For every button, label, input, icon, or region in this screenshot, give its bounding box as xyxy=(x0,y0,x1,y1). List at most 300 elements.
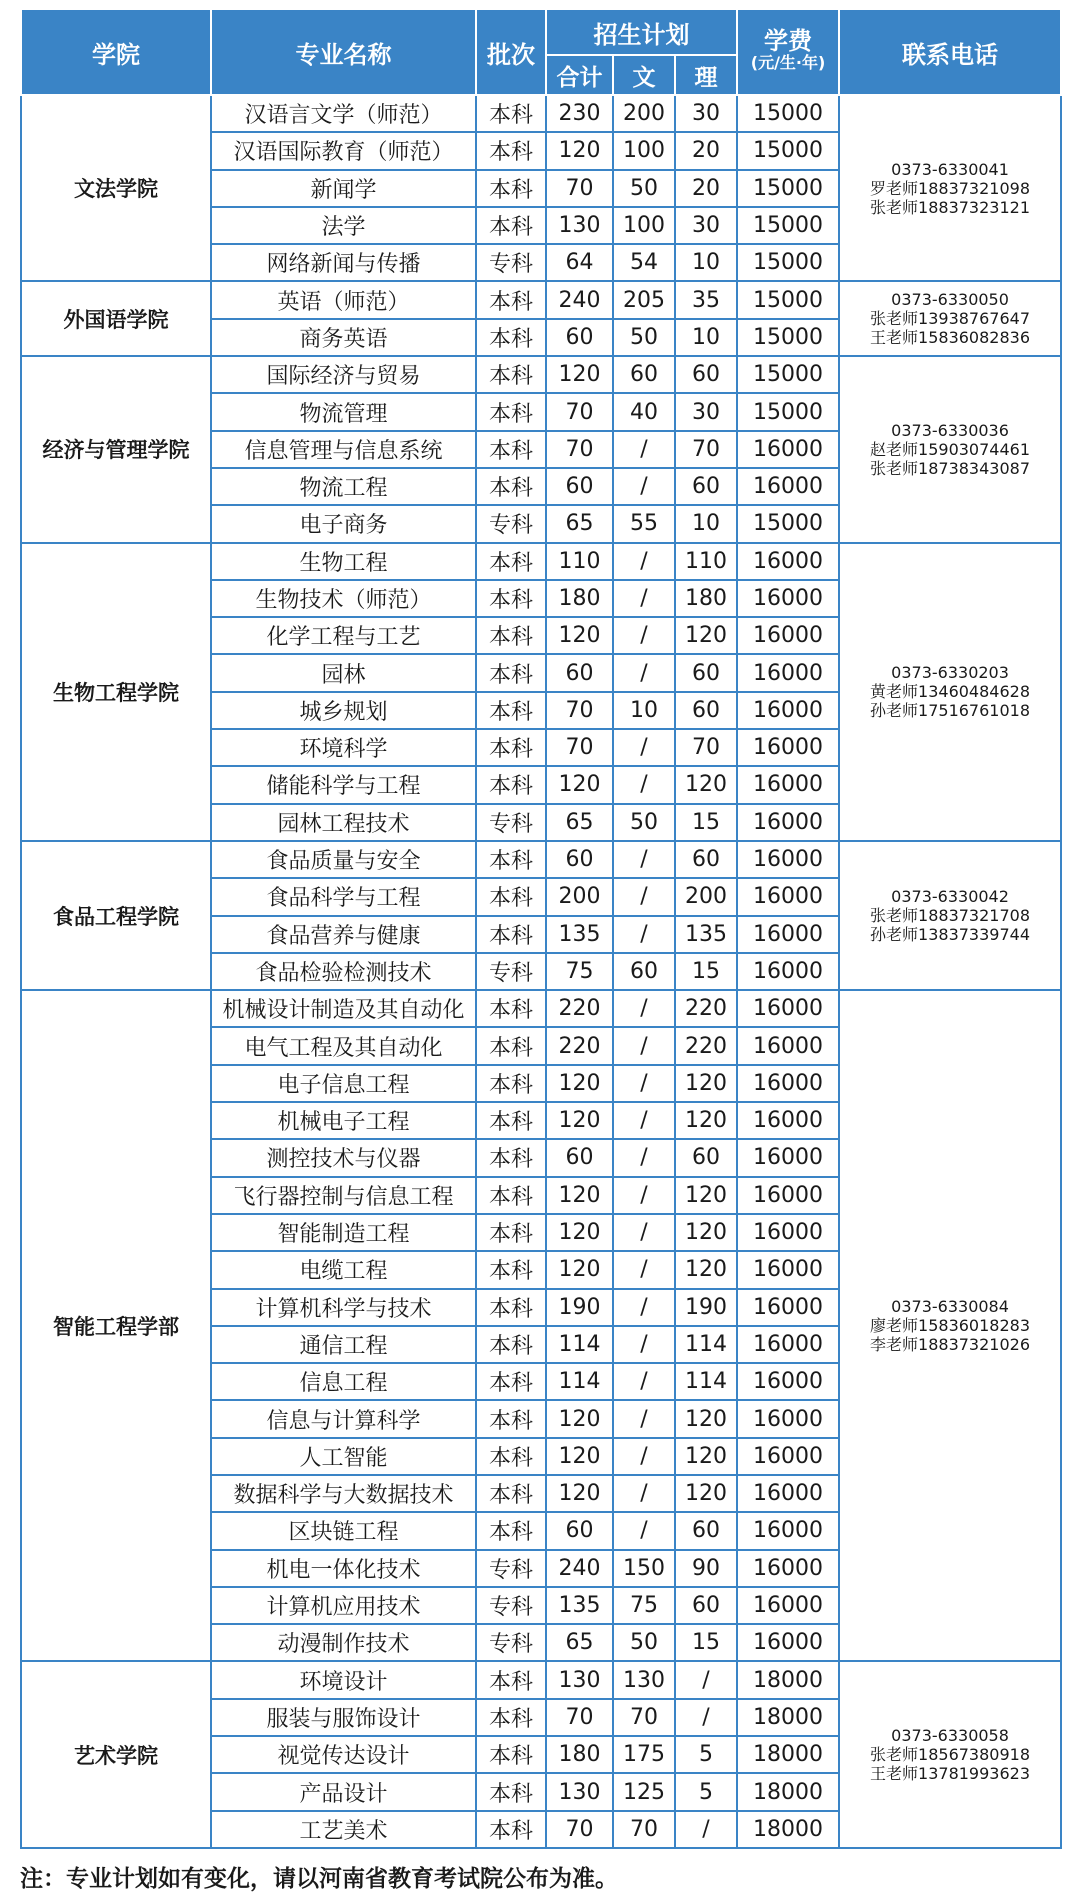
science-cell: 180 xyxy=(675,580,737,617)
science-cell: 120 xyxy=(675,1251,737,1288)
fee-cell: 15000 xyxy=(737,170,839,207)
college-cell: 文法学院 xyxy=(21,95,211,281)
arts-cell: / xyxy=(613,766,675,803)
major-cell: 机电一体化技术 xyxy=(211,1550,476,1587)
fee-cell: 16000 xyxy=(737,1512,839,1549)
arts-cell: 70 xyxy=(613,1811,675,1848)
fee-cell: 16000 xyxy=(737,1624,839,1661)
arts-cell: / xyxy=(613,729,675,766)
arts-cell: / xyxy=(613,1065,675,1102)
arts-cell: 205 xyxy=(613,281,675,318)
science-cell: 120 xyxy=(675,1214,737,1251)
arts-cell: 70 xyxy=(613,1699,675,1736)
batch-cell: 本科 xyxy=(476,393,546,430)
science-cell: 190 xyxy=(675,1289,737,1326)
contact-teacher: 张老师18837321708 xyxy=(870,906,1031,926)
contact-teacher: 黄老师13460484628 xyxy=(870,682,1031,702)
major-cell: 人工智能 xyxy=(211,1438,476,1475)
fee-cell: 16000 xyxy=(737,1102,839,1139)
science-cell: 60 xyxy=(675,468,737,505)
total-cell: 120 xyxy=(546,766,613,803)
fee-cell: 16000 xyxy=(737,1400,839,1437)
arts-cell: / xyxy=(613,1139,675,1176)
total-cell: 120 xyxy=(546,1400,613,1437)
major-cell: 食品科学与工程 xyxy=(211,878,476,915)
major-cell: 动漫制作技术 xyxy=(211,1624,476,1661)
contact-cell xyxy=(839,356,1061,542)
fee-cell: 16000 xyxy=(737,468,839,505)
major-cell: 产品设计 xyxy=(211,1773,476,1810)
major-cell: 数据科学与大数据技术 xyxy=(211,1475,476,1512)
contact-teacher: 廖老师15836018283 xyxy=(870,1316,1031,1336)
fee-cell: 18000 xyxy=(737,1811,839,1848)
science-cell: 120 xyxy=(675,1065,737,1102)
contact-phone: 0373-6330036 xyxy=(891,420,1009,440)
science-cell: 60 xyxy=(675,356,737,393)
arts-cell: / xyxy=(613,543,675,580)
arts-cell: 175 xyxy=(613,1736,675,1773)
college-cell: 生物工程学院 xyxy=(21,543,211,841)
total-cell: 114 xyxy=(546,1326,613,1363)
total-cell: 135 xyxy=(546,916,613,953)
enrollment-plan-table xyxy=(20,8,1062,1849)
science-cell: 120 xyxy=(675,1177,737,1214)
enrollment-table-container xyxy=(20,8,1060,1849)
arts-cell: / xyxy=(613,1438,675,1475)
arts-cell: / xyxy=(613,1326,675,1363)
batch-cell: 本科 xyxy=(476,1214,546,1251)
major-cell: 储能科学与工程 xyxy=(211,766,476,803)
major-cell: 园林 xyxy=(211,654,476,691)
total-cell: 120 xyxy=(546,1475,613,1512)
batch-cell: 本科 xyxy=(476,1363,546,1400)
science-cell: / xyxy=(675,1699,737,1736)
fee-cell: 16000 xyxy=(737,580,839,617)
arts-cell: 125 xyxy=(613,1773,675,1810)
science-cell: 10 xyxy=(675,244,737,281)
total-cell: 70 xyxy=(546,729,613,766)
science-cell: 110 xyxy=(675,543,737,580)
header-contact: 联系电话 xyxy=(839,9,1061,95)
total-cell: 130 xyxy=(546,207,613,244)
science-cell: 120 xyxy=(675,617,737,654)
major-cell: 电子商务 xyxy=(211,505,476,542)
fee-cell: 18000 xyxy=(737,1773,839,1810)
total-cell: 130 xyxy=(546,1773,613,1810)
science-cell: / xyxy=(675,1811,737,1848)
total-cell: 70 xyxy=(546,692,613,729)
contact-teacher: 王老师15836082836 xyxy=(870,328,1031,348)
table-row xyxy=(21,841,1061,878)
arts-cell: 200 xyxy=(613,95,675,132)
total-cell: 64 xyxy=(546,244,613,281)
total-cell: 60 xyxy=(546,1512,613,1549)
college-cell: 艺术学院 xyxy=(21,1661,211,1847)
major-cell: 环境设计 xyxy=(211,1661,476,1698)
contact-phone: 0373-6330058 xyxy=(891,1726,1009,1746)
arts-cell: 100 xyxy=(613,207,675,244)
fee-cell: 16000 xyxy=(737,1177,839,1214)
science-cell: 60 xyxy=(675,654,737,691)
batch-cell: 本科 xyxy=(476,1177,546,1214)
header-science: 理 xyxy=(675,55,737,95)
table-header xyxy=(21,9,1061,95)
science-cell: 10 xyxy=(675,319,737,356)
science-cell: 200 xyxy=(675,878,737,915)
arts-cell: / xyxy=(613,1214,675,1251)
header-fee-unit: (元/生·年) xyxy=(750,53,826,72)
header-fee-label: 学费 xyxy=(764,27,813,55)
major-cell: 视觉传达设计 xyxy=(211,1736,476,1773)
fee-cell: 16000 xyxy=(737,804,839,841)
major-cell: 食品检验检测技术 xyxy=(211,953,476,990)
fee-cell: 16000 xyxy=(737,841,839,878)
batch-cell: 本科 xyxy=(476,170,546,207)
arts-cell: 60 xyxy=(613,953,675,990)
arts-cell: / xyxy=(613,1102,675,1139)
major-cell: 商务英语 xyxy=(211,319,476,356)
science-cell: 5 xyxy=(675,1736,737,1773)
science-cell: 120 xyxy=(675,1438,737,1475)
batch-cell: 本科 xyxy=(476,468,546,505)
header-plan: 招生计划 xyxy=(546,9,737,55)
contact-cell xyxy=(839,281,1061,356)
batch-cell: 本科 xyxy=(476,1326,546,1363)
total-cell: 120 xyxy=(546,356,613,393)
fee-cell: 16000 xyxy=(737,1475,839,1512)
total-cell: 65 xyxy=(546,804,613,841)
arts-cell: 50 xyxy=(613,319,675,356)
header-college: 学院 xyxy=(21,9,211,95)
science-cell: 35 xyxy=(675,281,737,318)
major-cell: 区块链工程 xyxy=(211,1512,476,1549)
total-cell: 65 xyxy=(546,505,613,542)
science-cell: 30 xyxy=(675,95,737,132)
batch-cell: 本科 xyxy=(476,1512,546,1549)
major-cell: 园林工程技术 xyxy=(211,804,476,841)
contact-phone: 0373-6330050 xyxy=(891,290,1009,310)
total-cell: 190 xyxy=(546,1289,613,1326)
batch-cell: 本科 xyxy=(476,1251,546,1288)
total-cell: 110 xyxy=(546,543,613,580)
fee-cell: 16000 xyxy=(737,878,839,915)
major-cell: 工艺美术 xyxy=(211,1811,476,1848)
science-cell: 30 xyxy=(675,393,737,430)
batch-cell: 本科 xyxy=(476,281,546,318)
major-cell: 城乡规划 xyxy=(211,692,476,729)
footnote: 注：专业计划如有变化，请以河南省教育考试院公布为准。 xyxy=(20,1866,618,1892)
contact-cell xyxy=(839,1661,1061,1847)
table-row xyxy=(21,95,1061,132)
major-cell: 网络新闻与传播 xyxy=(211,244,476,281)
fee-cell: 15000 xyxy=(737,393,839,430)
header-total: 合计 xyxy=(546,55,613,95)
batch-cell: 本科 xyxy=(476,431,546,468)
batch-cell: 本科 xyxy=(476,1773,546,1810)
fee-cell: 15000 xyxy=(737,244,839,281)
science-cell: 60 xyxy=(675,1512,737,1549)
major-cell: 英语（师范） xyxy=(211,281,476,318)
arts-cell: / xyxy=(613,1289,675,1326)
fee-cell: 16000 xyxy=(737,654,839,691)
batch-cell: 专科 xyxy=(476,953,546,990)
science-cell: 20 xyxy=(675,170,737,207)
arts-cell: 50 xyxy=(613,804,675,841)
batch-cell: 本科 xyxy=(476,543,546,580)
major-cell: 法学 xyxy=(211,207,476,244)
science-cell: 60 xyxy=(675,841,737,878)
major-cell: 机械设计制造及其自动化 xyxy=(211,990,476,1027)
batch-cell: 本科 xyxy=(476,878,546,915)
major-cell: 汉语国际教育（师范） xyxy=(211,132,476,169)
science-cell: 135 xyxy=(675,916,737,953)
fee-cell: 16000 xyxy=(737,1438,839,1475)
science-cell: 30 xyxy=(675,207,737,244)
arts-cell: / xyxy=(613,1363,675,1400)
college-cell: 经济与管理学院 xyxy=(21,356,211,542)
contact-cell xyxy=(839,990,1061,1661)
major-cell: 信息管理与信息系统 xyxy=(211,431,476,468)
batch-cell: 本科 xyxy=(476,617,546,654)
arts-cell: / xyxy=(613,431,675,468)
science-cell: 120 xyxy=(675,766,737,803)
major-cell: 计算机科学与技术 xyxy=(211,1289,476,1326)
total-cell: 120 xyxy=(546,1102,613,1139)
arts-cell: 10 xyxy=(613,692,675,729)
batch-cell: 专科 xyxy=(476,1587,546,1624)
batch-cell: 本科 xyxy=(476,692,546,729)
contact-cell xyxy=(839,543,1061,841)
contact-teacher: 张老师18837323121 xyxy=(870,197,1031,217)
contact-phone: 0373-6330041 xyxy=(891,159,1009,179)
total-cell: 220 xyxy=(546,990,613,1027)
major-cell: 食品质量与安全 xyxy=(211,841,476,878)
header-arts: 文 xyxy=(613,55,675,95)
college-cell: 智能工程学部 xyxy=(21,990,211,1661)
total-cell: 200 xyxy=(546,878,613,915)
batch-cell: 本科 xyxy=(476,132,546,169)
total-cell: 65 xyxy=(546,1624,613,1661)
arts-cell: / xyxy=(613,654,675,691)
fee-cell: 15000 xyxy=(737,95,839,132)
table-row xyxy=(21,543,1061,580)
total-cell: 220 xyxy=(546,1027,613,1064)
contact-teacher: 赵老师15903074461 xyxy=(870,439,1031,459)
fee-cell: 16000 xyxy=(737,617,839,654)
contact-teacher: 张老师18738343087 xyxy=(870,458,1031,478)
fee-cell: 15000 xyxy=(737,319,839,356)
total-cell: 114 xyxy=(546,1363,613,1400)
total-cell: 120 xyxy=(546,1214,613,1251)
batch-cell: 本科 xyxy=(476,1661,546,1698)
major-cell: 生物技术（师范） xyxy=(211,580,476,617)
science-cell: 120 xyxy=(675,1102,737,1139)
science-cell: 90 xyxy=(675,1550,737,1587)
batch-cell: 专科 xyxy=(476,1624,546,1661)
major-cell: 化学工程与工艺 xyxy=(211,617,476,654)
arts-cell: / xyxy=(613,468,675,505)
total-cell: 120 xyxy=(546,1065,613,1102)
total-cell: 120 xyxy=(546,1438,613,1475)
fee-cell: 16000 xyxy=(737,1251,839,1288)
total-cell: 120 xyxy=(546,1177,613,1214)
science-cell: 60 xyxy=(675,1139,737,1176)
major-cell: 电气工程及其自动化 xyxy=(211,1027,476,1064)
science-cell: 114 xyxy=(675,1363,737,1400)
batch-cell: 本科 xyxy=(476,1102,546,1139)
total-cell: 75 xyxy=(546,953,613,990)
batch-cell: 本科 xyxy=(476,1400,546,1437)
fee-cell: 16000 xyxy=(737,1214,839,1251)
fee-cell: 16000 xyxy=(737,431,839,468)
major-cell: 新闻学 xyxy=(211,170,476,207)
total-cell: 180 xyxy=(546,1736,613,1773)
arts-cell: / xyxy=(613,580,675,617)
arts-cell: / xyxy=(613,1177,675,1214)
batch-cell: 专科 xyxy=(476,244,546,281)
batch-cell: 本科 xyxy=(476,990,546,1027)
batch-cell: 本科 xyxy=(476,580,546,617)
major-cell: 食品营养与健康 xyxy=(211,916,476,953)
batch-cell: 本科 xyxy=(476,729,546,766)
batch-cell: 本科 xyxy=(476,1438,546,1475)
arts-cell: 54 xyxy=(613,244,675,281)
arts-cell: 150 xyxy=(613,1550,675,1587)
header-fee xyxy=(737,9,839,95)
batch-cell: 专科 xyxy=(476,804,546,841)
fee-cell: 16000 xyxy=(737,692,839,729)
total-cell: 70 xyxy=(546,1699,613,1736)
major-cell: 电子信息工程 xyxy=(211,1065,476,1102)
major-cell: 测控技术与仪器 xyxy=(211,1139,476,1176)
science-cell: 220 xyxy=(675,1027,737,1064)
arts-cell: / xyxy=(613,1027,675,1064)
batch-cell: 本科 xyxy=(476,95,546,132)
arts-cell: 40 xyxy=(613,393,675,430)
fee-cell: 18000 xyxy=(737,1736,839,1773)
arts-cell: 100 xyxy=(613,132,675,169)
fee-cell: 16000 xyxy=(737,1289,839,1326)
batch-cell: 本科 xyxy=(476,1289,546,1326)
arts-cell: / xyxy=(613,1475,675,1512)
total-cell: 240 xyxy=(546,1550,613,1587)
major-cell: 电缆工程 xyxy=(211,1251,476,1288)
batch-cell: 本科 xyxy=(476,1475,546,1512)
major-cell: 环境科学 xyxy=(211,729,476,766)
contact-teacher: 张老师18567380918 xyxy=(870,1745,1031,1765)
batch-cell: 专科 xyxy=(476,1550,546,1587)
fee-cell: 16000 xyxy=(737,1139,839,1176)
fee-cell: 16000 xyxy=(737,953,839,990)
total-cell: 70 xyxy=(546,393,613,430)
fee-cell: 16000 xyxy=(737,1587,839,1624)
table-body xyxy=(21,95,1061,1848)
total-cell: 120 xyxy=(546,1251,613,1288)
science-cell: 220 xyxy=(675,990,737,1027)
table-row xyxy=(21,281,1061,318)
fee-cell: 16000 xyxy=(737,916,839,953)
fee-cell: 16000 xyxy=(737,990,839,1027)
header-batch: 批次 xyxy=(476,9,546,95)
batch-cell: 本科 xyxy=(476,1027,546,1064)
fee-cell: 15000 xyxy=(737,132,839,169)
science-cell: / xyxy=(675,1661,737,1698)
contact-phone: 0373-6330084 xyxy=(891,1297,1009,1317)
total-cell: 70 xyxy=(546,170,613,207)
batch-cell: 本科 xyxy=(476,356,546,393)
major-cell: 通信工程 xyxy=(211,1326,476,1363)
arts-cell: / xyxy=(613,990,675,1027)
arts-cell: / xyxy=(613,1512,675,1549)
total-cell: 60 xyxy=(546,468,613,505)
arts-cell: 50 xyxy=(613,1624,675,1661)
science-cell: 15 xyxy=(675,1624,737,1661)
total-cell: 230 xyxy=(546,95,613,132)
batch-cell: 本科 xyxy=(476,916,546,953)
science-cell: 5 xyxy=(675,1773,737,1810)
science-cell: 114 xyxy=(675,1326,737,1363)
arts-cell: / xyxy=(613,1400,675,1437)
fee-cell: 15000 xyxy=(737,207,839,244)
batch-cell: 本科 xyxy=(476,1139,546,1176)
fee-cell: 15000 xyxy=(737,281,839,318)
major-cell: 信息与计算科学 xyxy=(211,1400,476,1437)
header-major: 专业名称 xyxy=(211,9,476,95)
science-cell: 60 xyxy=(675,692,737,729)
college-cell: 食品工程学院 xyxy=(21,841,211,990)
major-cell: 智能制造工程 xyxy=(211,1214,476,1251)
science-cell: 15 xyxy=(675,953,737,990)
arts-cell: 60 xyxy=(613,356,675,393)
college-cell: 外国语学院 xyxy=(21,281,211,356)
total-cell: 60 xyxy=(546,654,613,691)
science-cell: 60 xyxy=(675,1587,737,1624)
major-cell: 物流管理 xyxy=(211,393,476,430)
batch-cell: 本科 xyxy=(476,1736,546,1773)
science-cell: 15 xyxy=(675,804,737,841)
batch-cell: 本科 xyxy=(476,654,546,691)
table-row xyxy=(21,1661,1061,1698)
major-cell: 飞行器控制与信息工程 xyxy=(211,1177,476,1214)
fee-cell: 15000 xyxy=(737,356,839,393)
batch-cell: 本科 xyxy=(476,766,546,803)
fee-cell: 16000 xyxy=(737,1363,839,1400)
total-cell: 180 xyxy=(546,580,613,617)
fee-cell: 16000 xyxy=(737,1326,839,1363)
arts-cell: / xyxy=(613,878,675,915)
contact-phone: 0373-6330042 xyxy=(891,887,1009,907)
arts-cell: 50 xyxy=(613,170,675,207)
total-cell: 120 xyxy=(546,132,613,169)
table-row xyxy=(21,356,1061,393)
total-cell: 60 xyxy=(546,841,613,878)
batch-cell: 本科 xyxy=(476,841,546,878)
arts-cell: 75 xyxy=(613,1587,675,1624)
total-cell: 60 xyxy=(546,319,613,356)
batch-cell: 本科 xyxy=(476,1811,546,1848)
contact-teacher: 张老师13938767647 xyxy=(870,309,1031,329)
science-cell: 120 xyxy=(675,1475,737,1512)
batch-cell: 本科 xyxy=(476,1699,546,1736)
total-cell: 70 xyxy=(546,431,613,468)
fee-cell: 15000 xyxy=(737,505,839,542)
arts-cell: / xyxy=(613,916,675,953)
batch-cell: 本科 xyxy=(476,1065,546,1102)
science-cell: 70 xyxy=(675,729,737,766)
major-cell: 国际经济与贸易 xyxy=(211,356,476,393)
arts-cell: / xyxy=(613,1251,675,1288)
major-cell: 汉语言文学（师范） xyxy=(211,95,476,132)
